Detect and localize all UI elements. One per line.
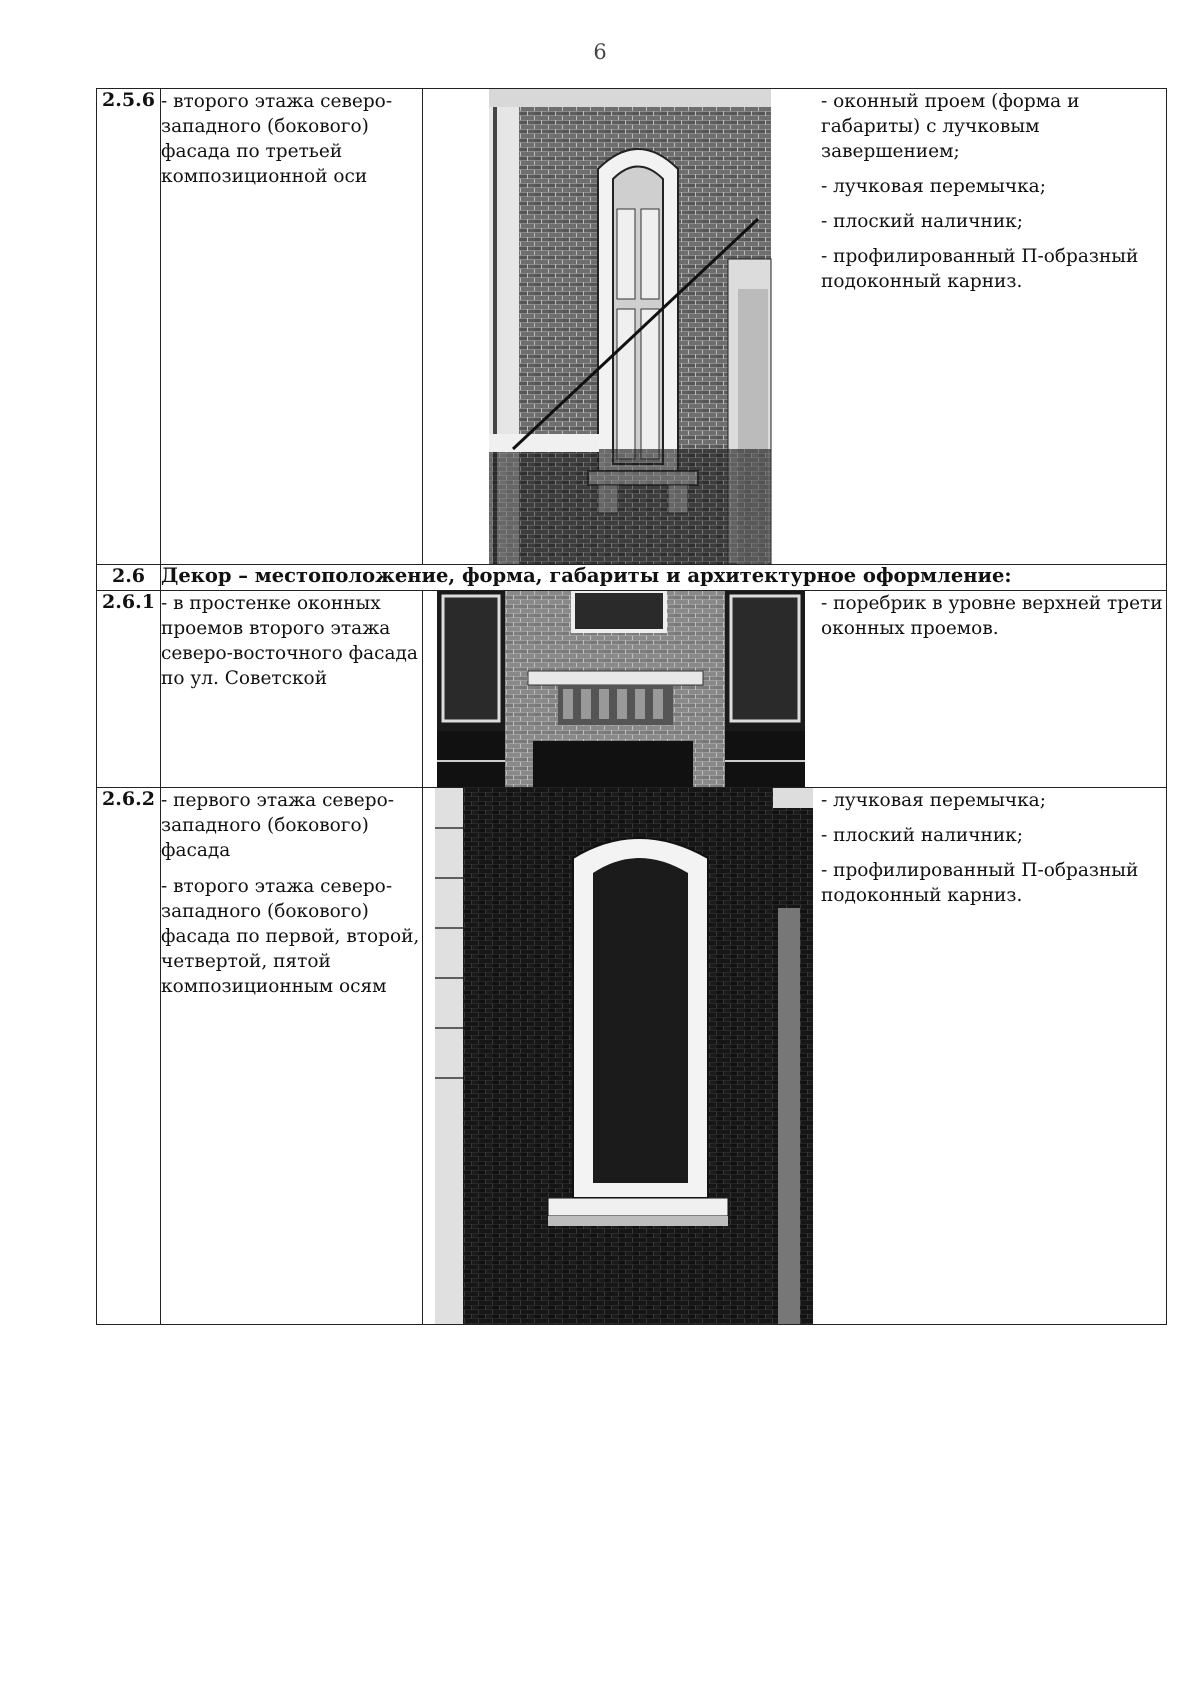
photo-cell	[423, 89, 821, 565]
table-row-2-5-6	[97, 89, 1167, 565]
photo-cell	[423, 591, 821, 788]
feature-item: - профилированный П-образный подоконный карниз.	[821, 860, 1139, 906]
feature-item: - лучковая перемычка;	[821, 790, 1046, 811]
feature-item: - лучковая перемычка;	[821, 176, 1046, 197]
location-line: - первого этажа северо-западного (бокового) фасада	[161, 790, 394, 861]
table-row-2-6-1	[97, 591, 1167, 788]
window-arched-photo-image	[423, 89, 821, 564]
row-number: 2.6.1	[97, 591, 161, 788]
window-dark-photo-image	[423, 788, 821, 1324]
location-description	[161, 788, 423, 1325]
feature-item: - оконный проем (форма и габариты) с лучковым завершением;	[821, 91, 1080, 162]
location-line: - второго этажа северо-западного (бокового) фасада по третьей композиционной оси	[161, 91, 393, 187]
location-line: - второго этажа северо-западного (бокового) фасада по первой, второй, четвертой, пятой композиционным осям	[161, 876, 420, 997]
table-row-2-6-2	[97, 788, 1167, 1325]
feature-item: - плоский наличник;	[821, 825, 1023, 846]
facade-decor-photo	[423, 591, 821, 787]
facade-window-photo	[423, 788, 821, 1324]
page-number: 6	[593, 40, 607, 64]
features-list	[821, 788, 1167, 1325]
decor-band-photo-image	[423, 591, 821, 787]
facade-window-photo	[423, 89, 821, 564]
feature-item: - поребрик в уровне верхней трети оконных проемов.	[821, 593, 1163, 639]
feature-item: - плоский наличник;	[821, 211, 1023, 232]
feature-item: - профилированный П-образный подоконный карниз.	[821, 246, 1139, 292]
features-list	[821, 591, 1167, 788]
location-description	[161, 591, 423, 788]
row-number: 2.5.6	[97, 89, 161, 565]
location-line: - в простенке оконных проемов второго этажа северо-восточного фасада по ул. Советской	[161, 593, 418, 689]
row-number: 2.6.2	[97, 788, 161, 1325]
monument-features-table	[96, 88, 1167, 1325]
section-heading-row	[97, 565, 1167, 591]
section-number: 2.6	[97, 565, 161, 591]
location-description	[161, 89, 423, 565]
section-title: Декор – местоположение, форма, габариты и архитектурное оформление:	[161, 565, 1167, 591]
photo-cell	[423, 788, 821, 1325]
features-list	[821, 89, 1167, 565]
